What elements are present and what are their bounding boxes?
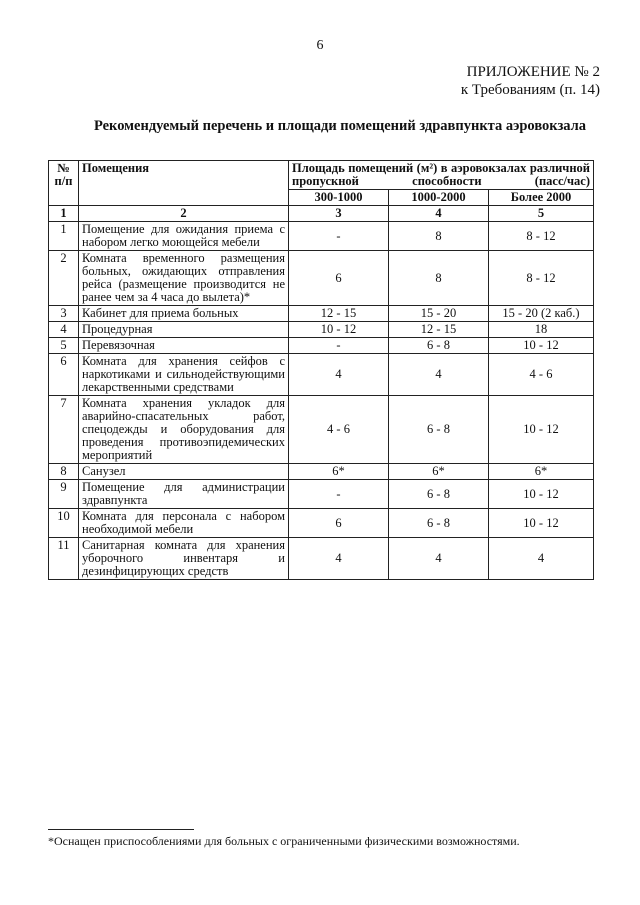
row-number: 9 [49, 480, 79, 509]
room-name: Помещение для администрации здравпункта [79, 480, 289, 509]
area-over-2000: 10 - 12 [489, 509, 594, 538]
area-over-2000: 15 - 20 (2 каб.) [489, 306, 594, 322]
table-row [49, 338, 594, 354]
room-name: Перевязочная [79, 338, 289, 354]
header-capacity-3: Более 2000 [489, 190, 594, 206]
table-row [49, 464, 594, 480]
table-row [49, 306, 594, 322]
column-number: 5 [489, 206, 594, 222]
page-number: 6 [316, 38, 324, 53]
column-number: 2 [79, 206, 289, 222]
table-row [49, 322, 594, 338]
area-over-2000: 10 - 12 [489, 480, 594, 509]
area-1000-2000: 4 [389, 354, 489, 396]
room-name: Помещение для ожидания приема с набором легко моющейся мебели [79, 222, 289, 251]
area-1000-2000: 6 - 8 [389, 480, 489, 509]
room-name: Комната для хранения сейфов с наркотиками и сильнодействующими лекарственными средствами [79, 354, 289, 396]
table-header-row [49, 161, 594, 190]
area-300-1000: 12 - 15 [289, 306, 389, 322]
header-capacity-1: 300-1000 [289, 190, 389, 206]
area-300-1000: - [289, 480, 389, 509]
column-number-row [49, 206, 594, 222]
area-over-2000: 8 - 12 [489, 222, 594, 251]
area-300-1000: - [289, 222, 389, 251]
table-row [49, 354, 594, 396]
area-over-2000: 8 - 12 [489, 251, 594, 306]
area-1000-2000: 6* [389, 464, 489, 480]
area-over-2000: 4 [489, 538, 594, 580]
area-over-2000: 4 - 6 [489, 354, 594, 396]
row-number: 3 [49, 306, 79, 322]
appendix-label: ПРИЛОЖЕНИЕ № 2 [466, 64, 600, 80]
table-row [49, 538, 594, 580]
area-1000-2000: 8 [389, 222, 489, 251]
header-area: Площадь помещений (м²) в аэровокзалах различной пропускной способности (пасс/час) [289, 161, 594, 190]
row-number: 4 [49, 322, 79, 338]
area-1000-2000: 15 - 20 [389, 306, 489, 322]
footnote: *Оснащен приспособлениями для больных с ограниченными физическими возможностями. [48, 834, 520, 848]
area-1000-2000: 6 - 8 [389, 509, 489, 538]
room-name: Кабинет для приема больных [79, 306, 289, 322]
room-name: Санузел [79, 464, 289, 480]
header-capacity-2: 1000-2000 [389, 190, 489, 206]
room-name: Санитарная комната для хранения уборочного инвентаря и дезинфицирующих средств [79, 538, 289, 580]
room-name: Комната для персонала с набором необходимой мебели [79, 509, 289, 538]
area-300-1000: 4 - 6 [289, 396, 389, 464]
row-number: 11 [49, 538, 79, 580]
table-body [49, 222, 594, 580]
table-row [49, 509, 594, 538]
row-number: 6 [49, 354, 79, 396]
area-300-1000: 4 [289, 354, 389, 396]
row-number: 7 [49, 396, 79, 464]
area-over-2000: 10 - 12 [489, 396, 594, 464]
area-over-2000: 6* [489, 464, 594, 480]
rooms-table [48, 160, 594, 580]
area-300-1000: 6* [289, 464, 389, 480]
appendix-reference: к Требованиям (п. 14) [460, 82, 600, 98]
column-number: 3 [289, 206, 389, 222]
area-300-1000: 6 [289, 509, 389, 538]
table-row [49, 222, 594, 251]
row-number: 5 [49, 338, 79, 354]
area-over-2000: 18 [489, 322, 594, 338]
area-1000-2000: 4 [389, 538, 489, 580]
column-number: 4 [389, 206, 489, 222]
area-1000-2000: 8 [389, 251, 489, 306]
row-number: 10 [49, 509, 79, 538]
header-room: Помещения [79, 161, 289, 206]
room-name: Процедурная [79, 322, 289, 338]
document-title: Рекомендуемый перечень и площади помещений здравпункта аэровокзала [93, 118, 587, 134]
area-300-1000: 10 - 12 [289, 322, 389, 338]
area-300-1000: - [289, 338, 389, 354]
area-300-1000: 4 [289, 538, 389, 580]
row-number: 8 [49, 464, 79, 480]
appendix-header [461, 63, 600, 99]
table-row [49, 480, 594, 509]
footnote-divider [48, 829, 194, 830]
table-row [49, 251, 594, 306]
area-1000-2000: 6 - 8 [389, 338, 489, 354]
area-1000-2000: 12 - 15 [389, 322, 489, 338]
area-1000-2000: 6 - 8 [389, 396, 489, 464]
row-number: 2 [49, 251, 79, 306]
area-300-1000: 6 [289, 251, 389, 306]
room-name: Комната хранения укладок для аварийно-спасательных работ, спецодежды и оборудования для проведения противоэпидемических мероприятий [79, 396, 289, 464]
area-over-2000: 10 - 12 [489, 338, 594, 354]
header-num: № п/п [49, 161, 79, 206]
table-row [49, 396, 594, 464]
row-number: 1 [49, 222, 79, 251]
room-name: Комната временного размещения больных, ожидающих отправления рейса (размещение производится не ранее чем за 4 часа до вылета)* [79, 251, 289, 306]
column-number: 1 [49, 206, 79, 222]
